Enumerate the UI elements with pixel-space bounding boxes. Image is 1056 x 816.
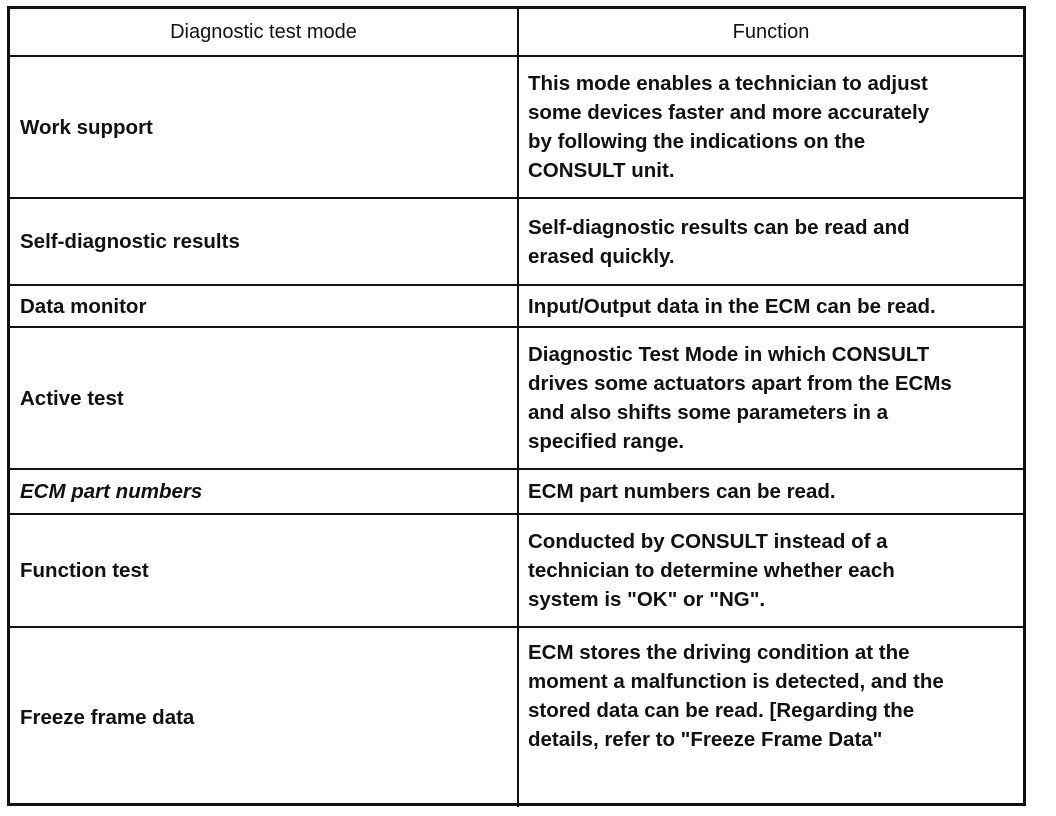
mode-cell: Active test — [10, 327, 518, 469]
mode-cell: Data monitor — [10, 285, 518, 327]
function-cell — [518, 198, 1023, 285]
function-line: technician to determine whether each — [528, 559, 895, 582]
function-line: Diagnostic Test Mode in which CONSULT — [528, 343, 930, 366]
function-line: details, refer to "Freeze Frame Data" — [528, 728, 883, 751]
mode-cell: Function test — [10, 514, 518, 627]
function-line: This mode enables a technician to adjust — [528, 72, 928, 95]
function-line: Self-diagnostic results can be read and — [528, 215, 910, 239]
function-line: CONSULT unit. — [528, 159, 675, 182]
function-line: system is "OK" or "NG". — [528, 588, 766, 611]
function-line: and also shifts some parameters in a — [528, 401, 889, 424]
header-diagnostic-test-mode: Diagnostic test mode — [10, 9, 518, 56]
function-line: stored data can be read. [Regarding the — [528, 699, 915, 722]
diagnostic-mode-table — [7, 6, 1026, 806]
diagnostic-table — [10, 9, 1023, 807]
function-line: Conducted by CONSULT instead of a — [528, 530, 888, 553]
function-cell — [518, 56, 1023, 198]
header-row — [10, 9, 1023, 56]
mode-cell: Self-diagnostic results — [10, 198, 518, 285]
table-row — [10, 327, 1023, 469]
function-line: some devices faster and more accurately — [528, 101, 930, 124]
table-row — [10, 56, 1023, 198]
function-line: moment a malfunction is detected, and the — [528, 670, 944, 693]
function-line: ECM stores the driving condition at the — [528, 641, 910, 664]
table-row — [10, 198, 1023, 285]
function-cell — [518, 285, 1023, 327]
table-row — [10, 514, 1023, 627]
mode-cell: Work support — [10, 56, 518, 198]
mode-cell: Freeze frame data — [10, 627, 518, 807]
function-line: Input/Output data in the ECM can be read. — [528, 294, 936, 318]
function-line: ECM part numbers can be read. — [528, 480, 836, 503]
function-line: by following the indications on the — [528, 130, 866, 153]
function-line: specified range. — [528, 430, 685, 453]
function-line: drives some actuators apart from the ECMs — [528, 372, 952, 395]
header-function: Function — [518, 9, 1023, 56]
function-cell — [518, 469, 1023, 514]
table-row — [10, 469, 1023, 514]
table-row — [10, 285, 1023, 327]
function-line: erased quickly. — [528, 244, 675, 268]
table-row — [10, 627, 1023, 807]
function-cell — [518, 514, 1023, 627]
function-cell — [518, 327, 1023, 469]
function-cell — [518, 627, 1023, 807]
mode-cell: ECM part numbers — [10, 469, 518, 514]
